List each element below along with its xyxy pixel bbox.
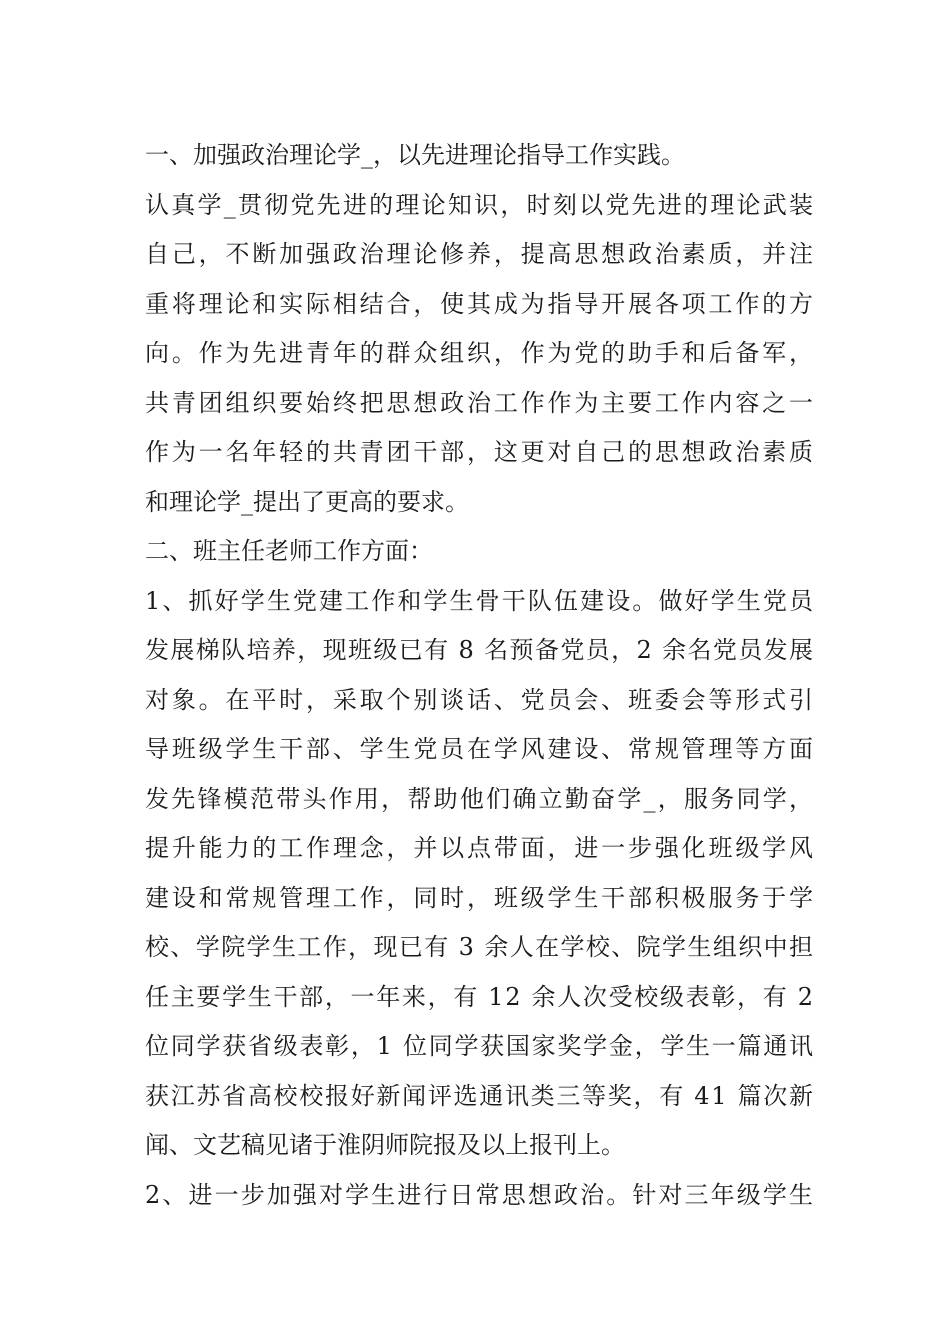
- text-line: 建设和常规管理工作，同时，班级学生干部积极服务于学: [145, 883, 816, 912]
- text-line: 作为一名年轻的共青团干部，这更对自己的思想政治素质: [145, 438, 816, 466]
- text-line: 对象。在平时，采取个别谈话、党员会、班委会等形式引: [145, 685, 816, 714]
- paragraph-line: [145, 973, 813, 1023]
- text-line: 获江苏省高校校报好新闻评选通讯类三等奖，有 41 篇次新: [145, 1081, 815, 1110]
- paragraph-line: [145, 676, 816, 726]
- paragraph-line: [145, 478, 813, 528]
- section-heading-1: [145, 131, 813, 181]
- paragraph-line: [145, 280, 816, 330]
- paragraph-line: [145, 428, 816, 478]
- text-line: 一、加强政治理论学_，以先进理论指导工作实践。: [145, 141, 685, 169]
- text-line: 闻、文艺稿见诸于淮阴师院报及以上报刊上。: [145, 1131, 625, 1159]
- text-line: 2、进一步加强对学生进行日常思想政治。针对三年级学生: [145, 1180, 816, 1209]
- paragraph-line: [145, 824, 816, 874]
- paragraph-line: [145, 1171, 816, 1221]
- text-line: 1、抓好学生党建工作和学生骨干队伍建设。做好学生党员: [145, 586, 816, 615]
- paragraph-line: [145, 577, 816, 627]
- text-line: 二、班主任老师工作方面：: [145, 537, 433, 565]
- text-line: 自己，不断加强政治理论修养，提高思想政治素质，并注: [145, 240, 816, 268]
- paragraph-line: [145, 1121, 813, 1171]
- paragraph-line: [145, 1072, 813, 1122]
- paragraph-line: [145, 329, 816, 379]
- text-line: 认真学_贯彻党先进的理论知识，时刻以党先进的理论武装: [145, 190, 816, 219]
- text-line: 校、学院学生工作，现已有 3 余人在学校、院学生组织中担: [145, 933, 815, 961]
- text-line: 导班级学生干部、学生党员在学风建设、常规管理等方面: [145, 735, 816, 763]
- document-body: [145, 131, 816, 1220]
- paragraph-line: [145, 874, 816, 924]
- text-line: 重将理论和实际相结合，使其成为指导开展各项工作的方: [145, 289, 816, 318]
- text-line: 发展梯队培养，现班级已有 8 名预备党员，2 余名党员发展: [145, 636, 815, 664]
- paragraph-line: [145, 230, 816, 280]
- text-line: 共青团组织要始终把思想政治工作作为主要工作内容之一: [145, 388, 816, 417]
- paragraph-line: [145, 775, 816, 825]
- section-heading-2: [145, 527, 813, 577]
- paragraph-line: [145, 1022, 813, 1072]
- paragraph-line: [145, 181, 816, 231]
- text-line: 和理论学_提出了更高的要求。: [145, 487, 469, 516]
- text-line: 向。作为先进青年的群众组织，作为党的助手和后备军，: [145, 339, 816, 367]
- paragraph-line: [145, 626, 813, 676]
- text-line: 位同学获省级表彰，1 位同学获国家奖学金，学生一篇通讯: [145, 1032, 815, 1060]
- text-line: 任主要学生干部，一年来，有 12 余人次受校级表彰，有 2: [145, 982, 815, 1011]
- text-line: 发先锋模范带头作用，帮助他们确立勤奋学_，服务同学，: [145, 784, 816, 813]
- paragraph-line: [145, 725, 816, 775]
- paragraph-line: [145, 923, 813, 973]
- paragraph-line: [145, 379, 816, 429]
- text-line: 提升能力的工作理念，并以点带面，进一步强化班级学风: [145, 834, 816, 862]
